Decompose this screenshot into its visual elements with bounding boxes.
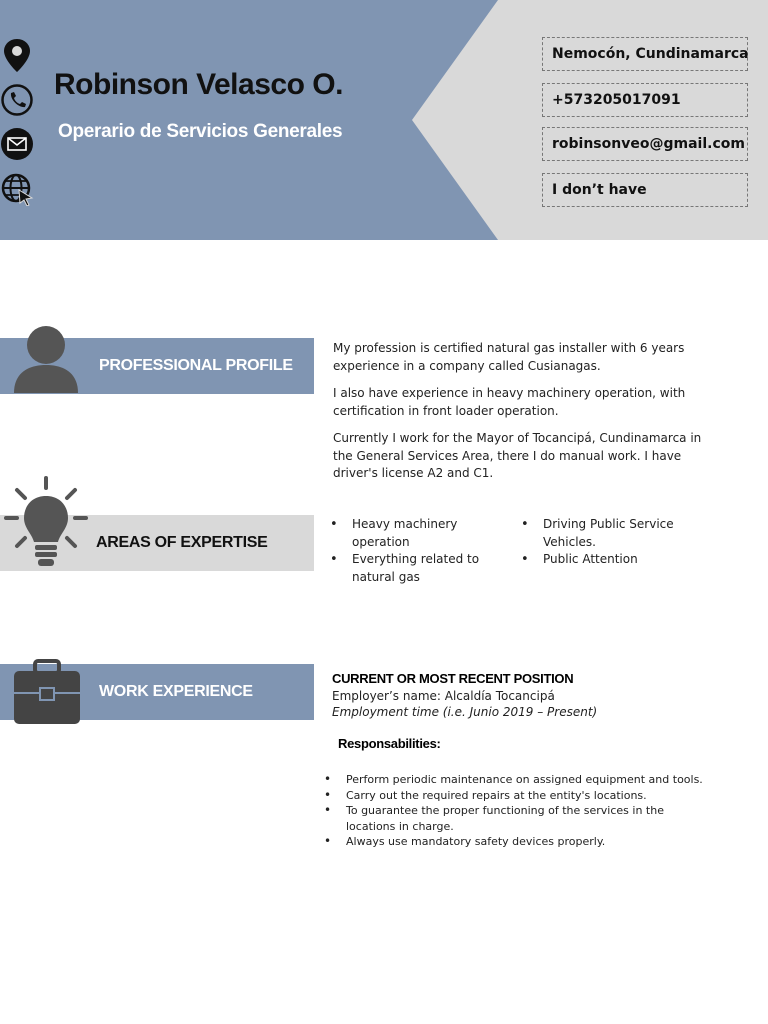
profile-heading: PROFESSIONAL PROFILE bbox=[99, 357, 293, 374]
expertise-list-right bbox=[521, 516, 691, 569]
list-item: • Perform periodic maintenance on assigned equipment and tools. bbox=[324, 772, 714, 788]
list-item: • Always use mandatory safety devices properly. bbox=[324, 834, 714, 850]
contact-phone: +573205017091 bbox=[542, 83, 748, 117]
list-item: • To guarantee the proper functioning of the services in the locations in charge. bbox=[324, 803, 714, 834]
web-icon bbox=[0, 172, 34, 206]
list-item: • Everything related to natural gas bbox=[330, 551, 490, 586]
profile-paragraph-3: Currently I work for the Mayor of Tocancipá, Cundinamarca in the General Services Area, there I do manual work. I have driver's license A2 and C1. bbox=[333, 431, 702, 480]
list-item: • Heavy machinery operation bbox=[330, 516, 490, 551]
expertise-list-left bbox=[330, 516, 490, 586]
employment-time: Employment time (i.e. Junio 2019 – Present) bbox=[332, 705, 598, 719]
contact-email: robinsonveo@gmail.com bbox=[542, 127, 748, 161]
header bbox=[0, 0, 768, 240]
list-item: • Driving Public Service Vehicles. bbox=[521, 516, 691, 551]
list-item: • Carry out the required repairs at the entity's locations. bbox=[324, 788, 714, 804]
profile-paragraph-1: My profession is certified natural gas installer with 6 years experience in a company called Cusianagas. bbox=[333, 341, 685, 373]
responsibilities-title: Responsabilities: bbox=[338, 736, 441, 751]
person-icon bbox=[14, 325, 78, 393]
experience-heading: WORK EXPERIENCE bbox=[99, 683, 253, 700]
list-item: • Public Attention bbox=[521, 551, 691, 569]
responsibilities-list bbox=[324, 772, 714, 850]
employer-name: Employer’s name: Alcaldía Tocancipá bbox=[332, 689, 555, 703]
position-heading: CURRENT OR MOST RECENT POSITION bbox=[332, 671, 574, 686]
expertise-heading: AREAS OF EXPERTISE bbox=[96, 534, 268, 551]
lightbulb-icon bbox=[4, 476, 88, 572]
briefcase-icon bbox=[13, 659, 81, 725]
profile-paragraph-2: I also have experience in heavy machinery operation, with certification in front loader operation. bbox=[333, 386, 686, 418]
person-name: Robinson Velasco O. bbox=[54, 68, 343, 101]
mail-icon bbox=[0, 127, 34, 161]
contact-website: I don’t have bbox=[542, 173, 748, 207]
location-pin-icon bbox=[0, 38, 34, 72]
job-title: Operario de Servicios Generales bbox=[58, 121, 343, 142]
phone-icon bbox=[0, 83, 34, 117]
contact-location: Nemocón, Cundinamarca bbox=[542, 37, 748, 71]
